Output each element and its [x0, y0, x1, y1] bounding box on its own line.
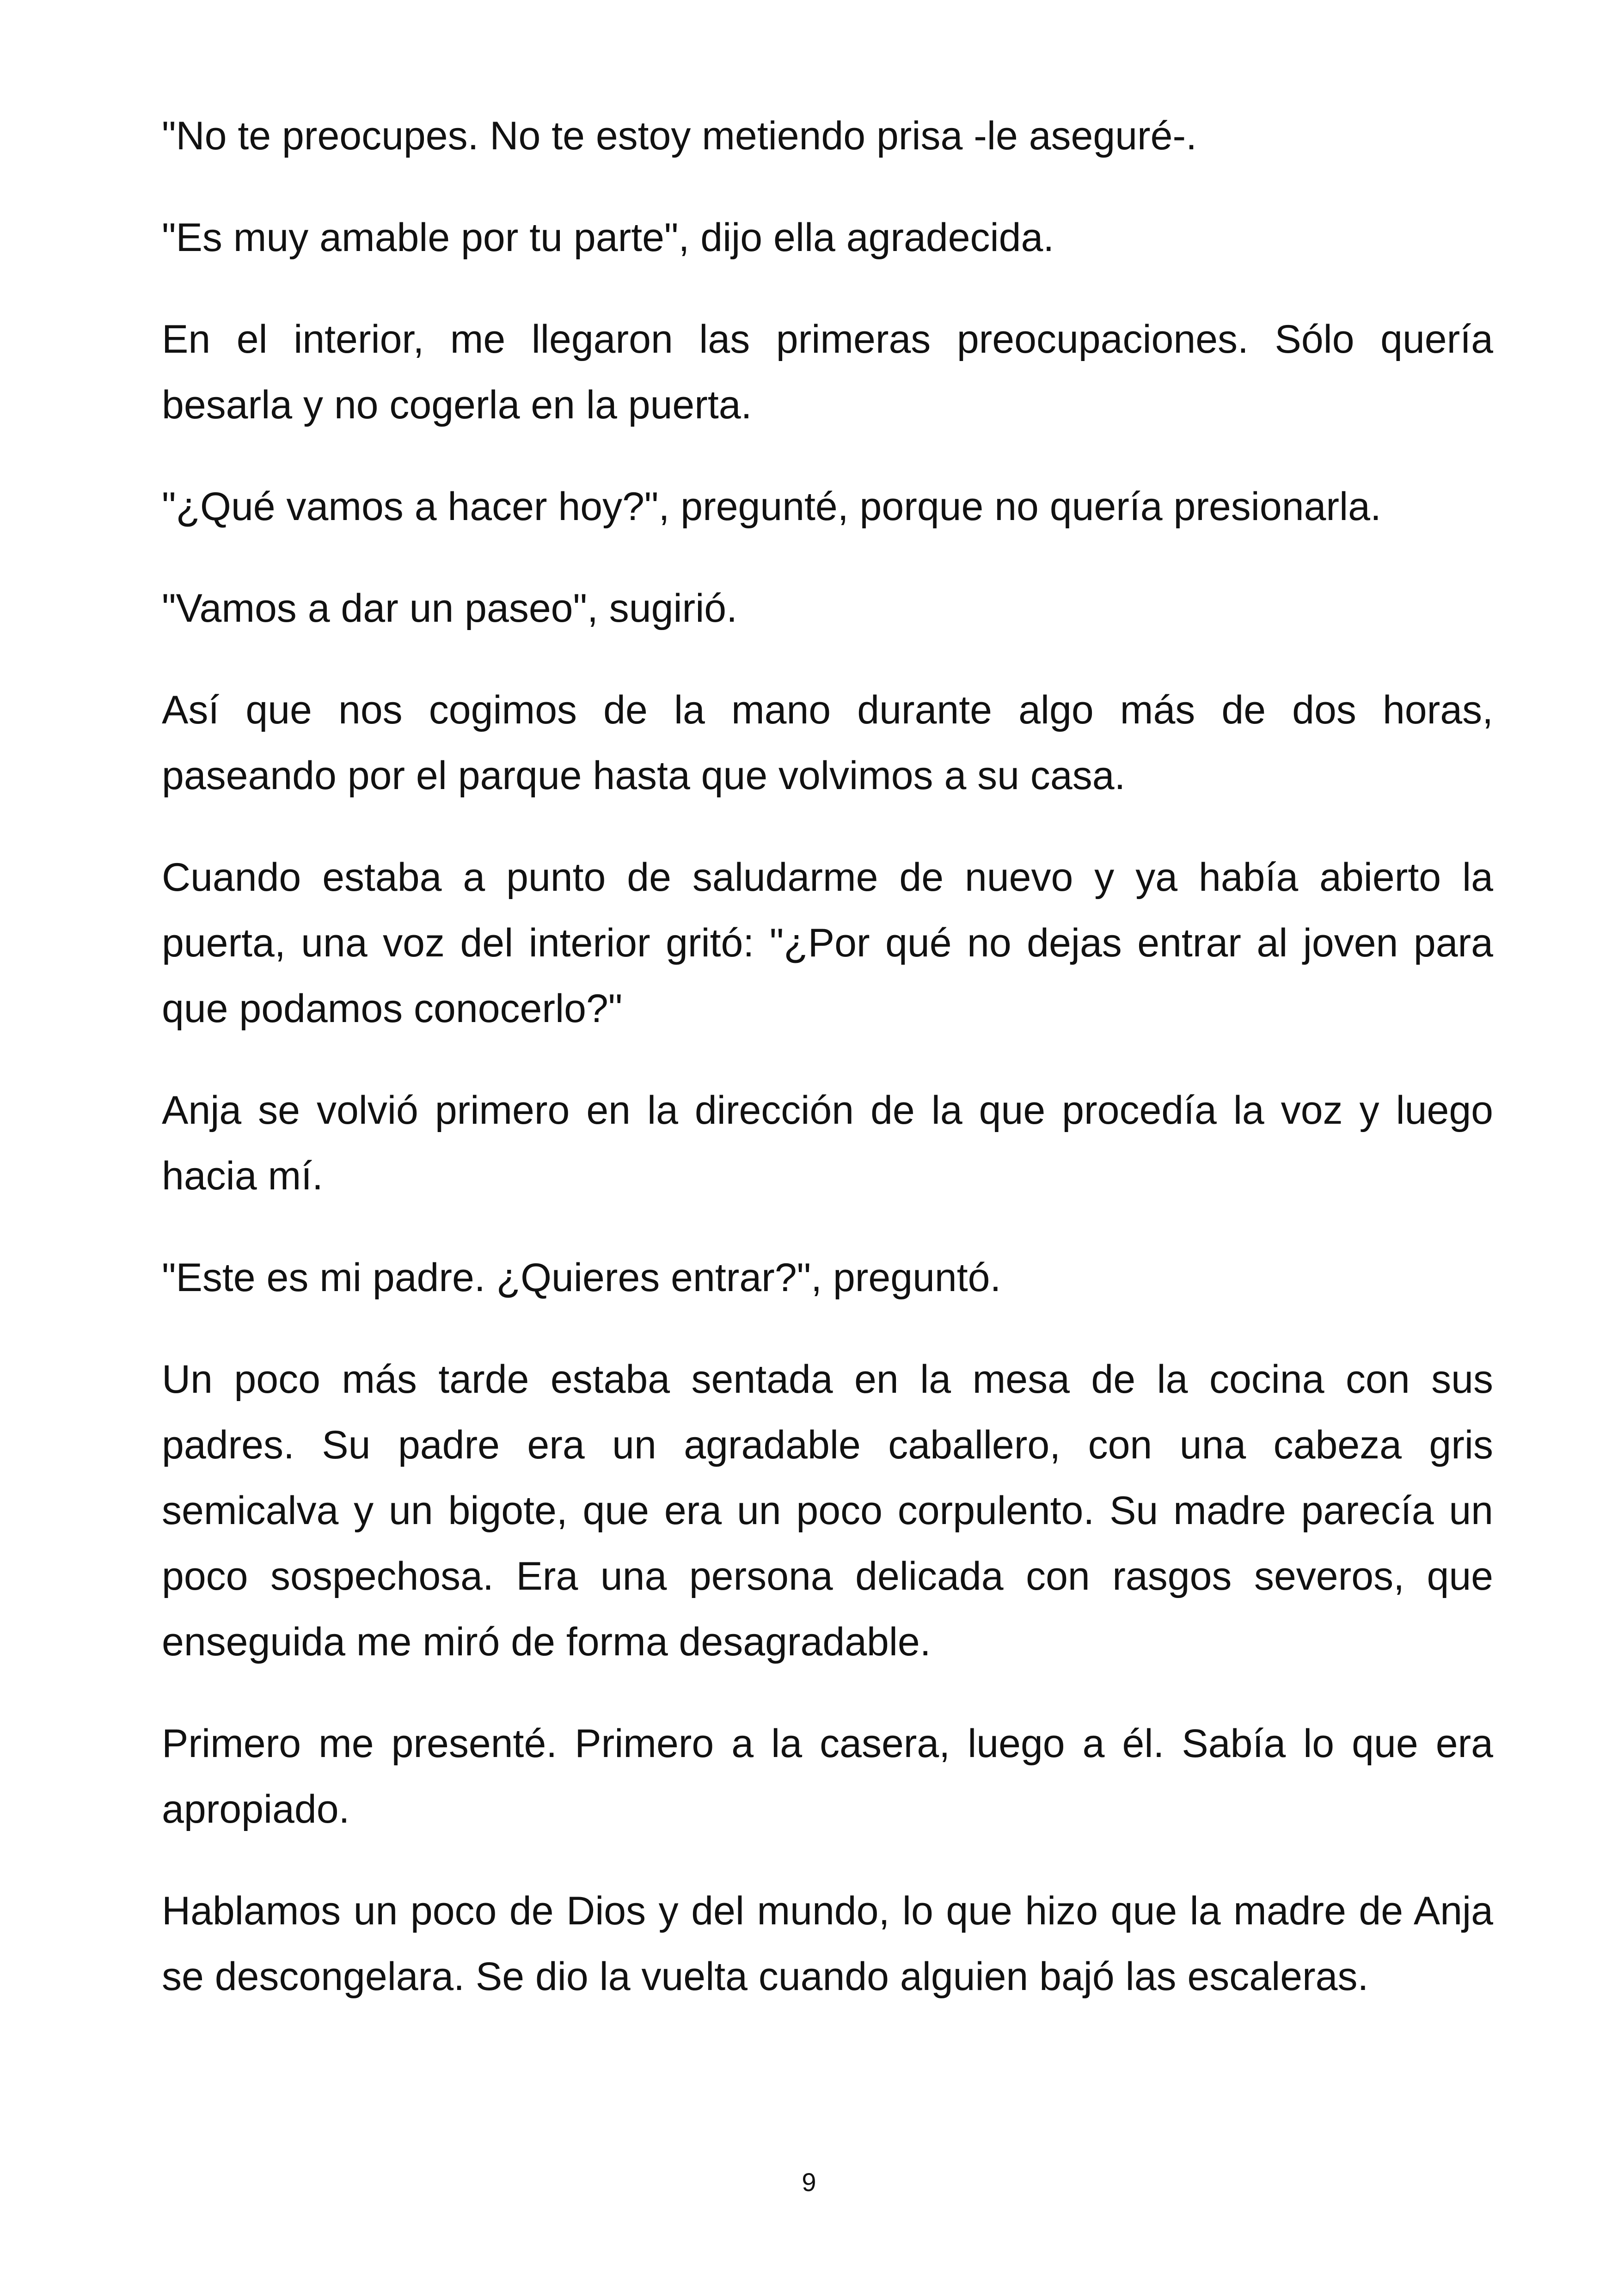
paragraph-4: "¿Qué vamos a hacer hoy?", pregunté, porque no quería presionarla.	[162, 484, 1381, 529]
paragraph-6: Así que nos cogimos de la mano durante algo más de dos horas, paseando por el parque hasta que volvimos a su casa.	[162, 688, 1493, 798]
body-text	[162, 103, 1493, 2045]
page-number: 9	[802, 2167, 816, 2197]
paragraph-3: En el interior, me llegaron las primeras preocupaciones. Sólo quería besarla y no cogerla en la puerta.	[162, 317, 1493, 427]
paragraph-7: Cuando estaba a punto de saludarme de nuevo y ya había abierto la puerta, una voz del interior gritó: "¿Por qué no dejas entrar al joven para que podamos conocerlo?"	[162, 855, 1493, 1031]
paragraph-1: "No te preocupes. No te estoy metiendo prisa -le aseguré-.	[162, 114, 1197, 158]
paragraph-9: "Este es mi padre. ¿Quieres entrar?", preguntó.	[162, 1255, 1001, 1300]
paragraph-8: Anja se volvió primero en la dirección de la que procedía la voz y luego hacia mí.	[162, 1088, 1493, 1198]
paragraph-2: "Es muy amable por tu parte", dijo ella agradecida.	[162, 215, 1054, 260]
paragraph-5: "Vamos a dar un paseo", sugirió.	[162, 586, 738, 631]
paragraph-11: Primero me presenté. Primero a la casera, luego a él. Sabía lo que era apropiado.	[162, 1721, 1493, 1831]
paragraph-12: Hablamos un poco de Dios y del mundo, lo que hizo que la madre de Anja se descongelara. Se dio la vuelta cuando alguien bajó las escaleras.	[162, 1889, 1493, 1999]
paragraph-10: Un poco más tarde estaba sentada en la mesa de la cocina con sus padres. Su padre era un agradable caballero, con una cabeza gris semicalva y un bigote, que era un poco corpulento. Su madre parecía un poco sospechosa. Era una persona delicada con rasgos severos, que enseguida me miró de forma desagradable.	[162, 1357, 1493, 1664]
